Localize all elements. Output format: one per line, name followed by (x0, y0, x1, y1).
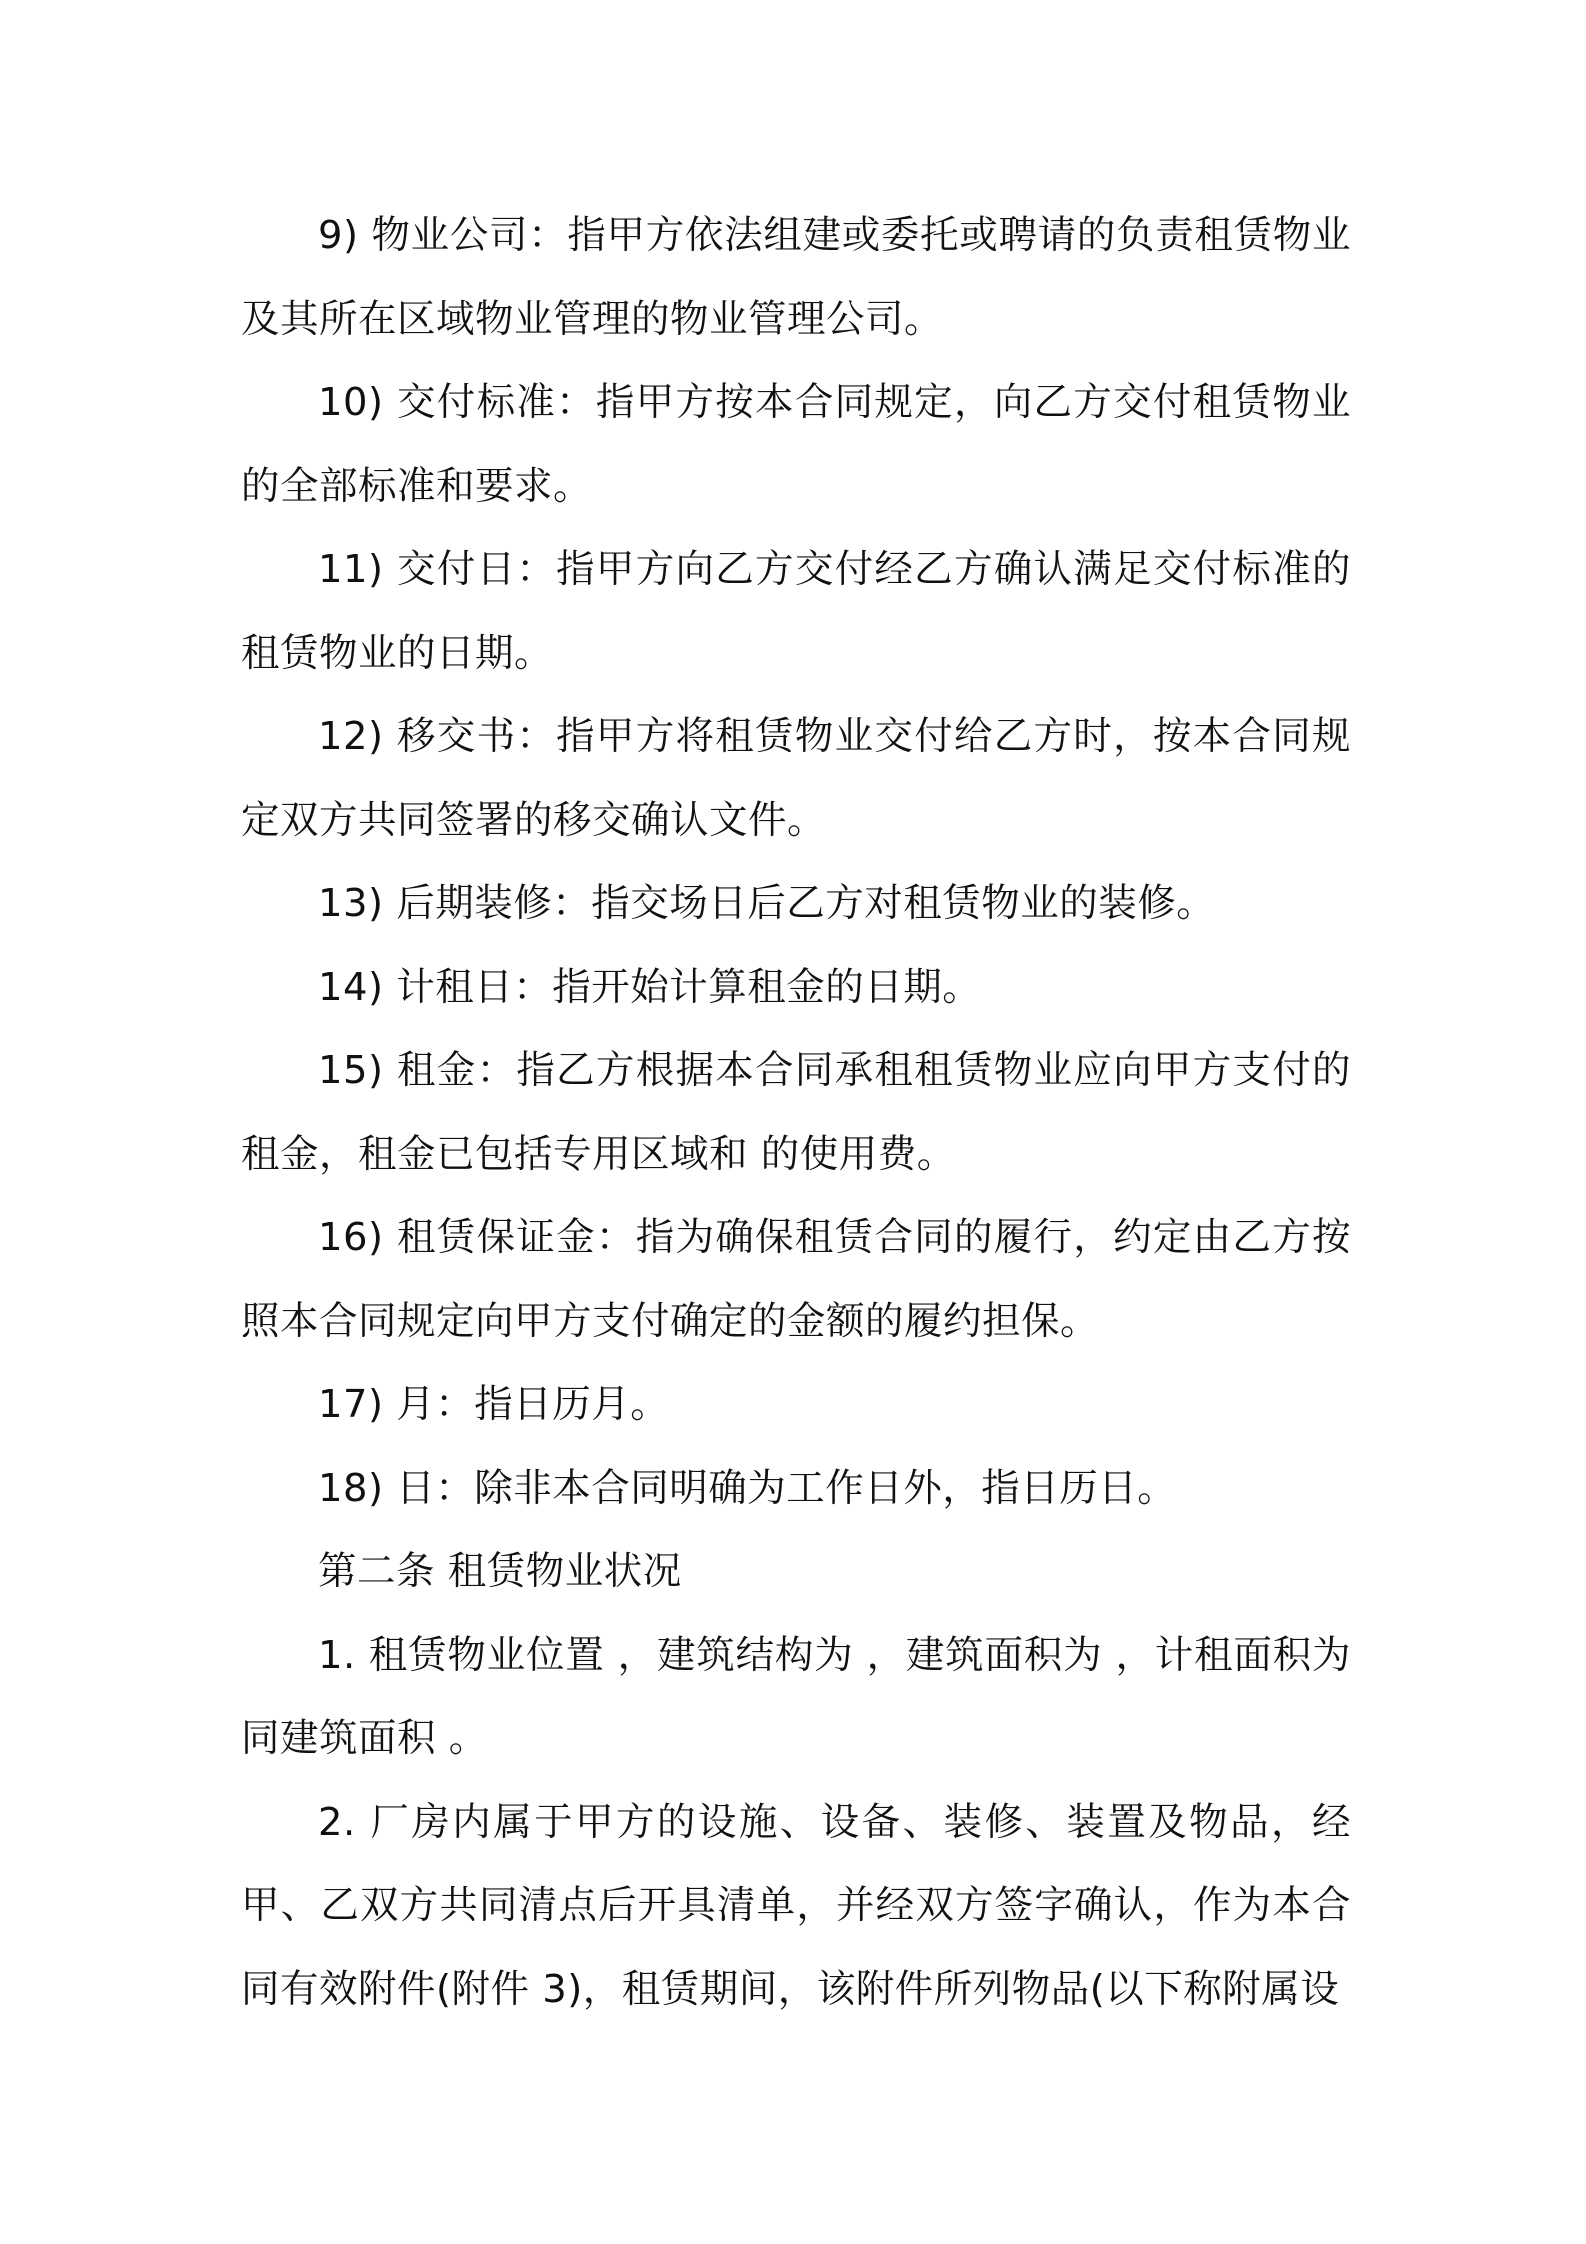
paragraph-item-9: 9) 物业公司：指甲方依法组建或委托或聘请的负责租赁物业及其所在区域物业管理的物业管理公司。 (241, 213, 1351, 342)
paragraph-item-15: 15) 租金：指乙方根据本合同承租租赁物业应向甲方支付的租金，租金已包括专用区域和 的使用费。 (241, 1048, 1351, 1177)
paragraph-item-13: 13) 后期装修：指交场日后乙方对租赁物业的装修。 (318, 881, 1216, 926)
paragraph-clause-1: 1. 租赁物业位置 ，建筑结构为 ，建筑面积为 ，计租面积为 同建筑面积 。 (241, 1632, 1351, 1761)
section-heading-article-2: 第二条 租赁物业状况 (318, 1549, 682, 1594)
paragraph-item-18: 18) 日：除非本合同明确为工作日外，指日历日。 (318, 1465, 1177, 1511)
paragraph-item-10: 10) 交付标准：指甲方按本合同规定，向乙方交付租赁物业的全部标准和要求。 (241, 380, 1351, 509)
paragraph-item-17: 17) 月：指日历月。 (318, 1382, 670, 1427)
paragraph-clause-2: 2. 厂房内属于甲方的设施、设备、装修、装置及物品，经甲、乙双方共同清点后开具清单，并经双方签字确认，作为本合同有效附件(附件 3)，租赁期间，该附件所列物品(以下称附属设 (241, 1799, 1351, 2012)
paragraph-item-16: 16) 租赁保证金：指为确保租赁合同的履行，约定由乙方按照本合同规定向甲方支付确定的金额的履约担保。 (241, 1215, 1351, 1344)
paragraph-item-11: 11) 交付日：指甲方向乙方交付经乙方确认满足交付标准的租赁物业的日期。 (241, 547, 1351, 676)
paragraph-item-12: 12) 移交书：指甲方将租赁物业交付给乙方时，按本合同规定双方共同签署的移交确认文件。 (241, 714, 1351, 843)
paragraph-item-14: 14) 计租日：指开始计算租金的日期。 (318, 964, 982, 1010)
document-body (241, 194, 1351, 2031)
